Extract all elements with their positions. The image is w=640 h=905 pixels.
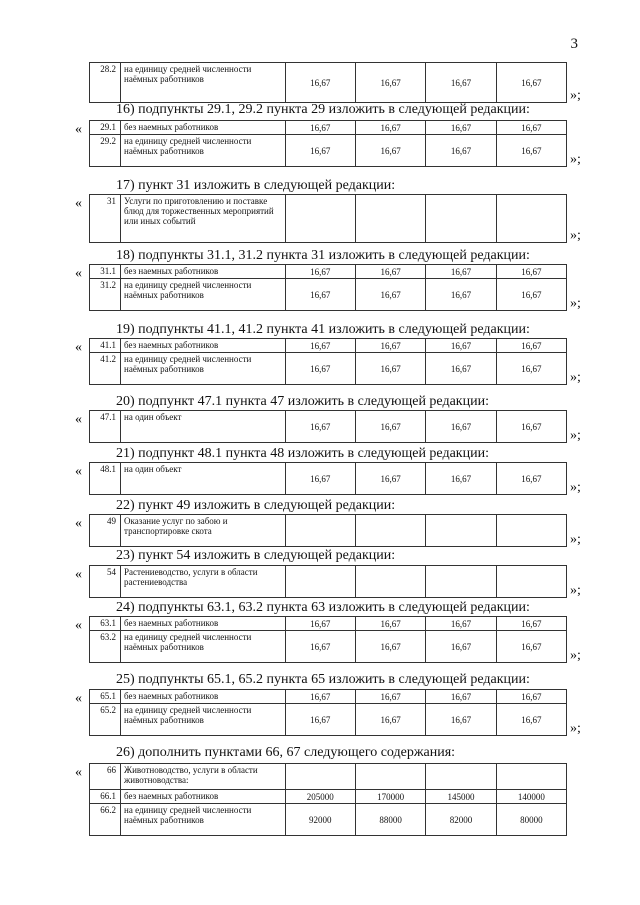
rate-value: 88000 (355, 804, 425, 836)
row-number: 28.2 (90, 63, 121, 103)
table-row (90, 195, 567, 243)
amendment-heading: 21) подпункт 48.1 пункта 48 изложить в следующей редакции: (116, 446, 489, 461)
row-number: 65.2 (90, 704, 121, 736)
close-quote: »; (570, 648, 581, 663)
row-number: 66.1 (90, 790, 121, 804)
rate-value: 16,67 (496, 704, 566, 736)
table-row (90, 566, 567, 598)
open-quote: « (75, 266, 82, 281)
amendment-heading: 24) подпункты 63.1, 63.2 пункта 63 изложить в следующей редакции: (116, 600, 530, 615)
rate-value: 16,67 (426, 631, 496, 663)
rate-value (355, 764, 425, 790)
rate-value: 82000 (426, 804, 496, 836)
row-number: 41.1 (90, 339, 121, 353)
rate-table (89, 689, 567, 736)
close-quote: »; (570, 370, 581, 385)
table-row (90, 339, 567, 353)
rate-value: 16,67 (355, 411, 425, 443)
amendment-heading: 18) подпункты 31.1, 31.2 пункта 31 изложить в следующей редакции: (116, 248, 530, 263)
rate-table (89, 120, 567, 167)
open-quote: « (75, 567, 82, 582)
rate-value: 16,67 (496, 353, 566, 385)
rate-value: 16,67 (496, 265, 566, 279)
rate-value: 16,67 (496, 631, 566, 663)
close-quote: »; (570, 583, 581, 598)
rate-value: 16,67 (285, 353, 355, 385)
row-number: 66 (90, 764, 121, 790)
close-quote: »; (570, 721, 581, 736)
open-quote: « (75, 196, 82, 211)
table-row (90, 463, 567, 495)
table-row (90, 411, 567, 443)
rate-value (426, 515, 496, 547)
rate-value: 16,67 (496, 63, 566, 103)
rate-value (496, 764, 566, 790)
table-row (90, 790, 567, 804)
rate-table (89, 616, 567, 663)
table-row (90, 764, 567, 790)
rate-table (89, 514, 567, 547)
rate-value (426, 566, 496, 598)
rate-value: 16,67 (285, 63, 355, 103)
rate-value (496, 195, 566, 243)
rate-value: 16,67 (355, 353, 425, 385)
open-quote: « (75, 691, 82, 706)
amendment-heading: 20) подпункт 47.1 пункта 47 изложить в следующей редакции: (116, 394, 489, 409)
close-quote: »; (570, 428, 581, 443)
row-number: 65.1 (90, 690, 121, 704)
table-row (90, 353, 567, 385)
open-quote: « (75, 122, 82, 137)
rate-value (355, 515, 425, 547)
row-description: на единицу средней численности наёмных работников (121, 279, 286, 311)
rate-value (426, 195, 496, 243)
rate-value: 16,67 (496, 339, 566, 353)
rate-value: 16,67 (285, 704, 355, 736)
rate-value: 16,67 (496, 463, 566, 495)
rate-value: 16,67 (355, 617, 425, 631)
rate-value: 16,67 (426, 690, 496, 704)
row-description: Растениеводство, услуги в области растениеводства (121, 566, 286, 598)
rate-value: 16,67 (426, 63, 496, 103)
rate-table (89, 565, 567, 598)
close-quote: »; (570, 88, 581, 103)
row-number: 31.1 (90, 265, 121, 279)
table-row (90, 515, 567, 547)
table-row (90, 279, 567, 311)
rate-value: 16,67 (285, 617, 355, 631)
row-number: 47.1 (90, 411, 121, 443)
row-description: без наемных работников (121, 339, 286, 353)
row-number: 63.2 (90, 631, 121, 663)
table-row (90, 631, 567, 663)
rate-value (285, 195, 355, 243)
row-description: без наемных работников (121, 265, 286, 279)
amendment-heading: 25) подпункты 65.1, 65.2 пункта 65 изложить в следующей редакции: (116, 672, 530, 687)
rate-value: 16,67 (285, 265, 355, 279)
rate-value: 140000 (496, 790, 566, 804)
rate-table (89, 763, 567, 836)
row-number: 54 (90, 566, 121, 598)
rate-value (426, 764, 496, 790)
rate-table (89, 462, 567, 495)
row-description: на единицу средней численности наёмных работников (121, 135, 286, 167)
row-number: 66.2 (90, 804, 121, 836)
row-number: 29.1 (90, 121, 121, 135)
rate-value: 16,67 (285, 135, 355, 167)
row-description: на единицу средней численности наёмных работников (121, 353, 286, 385)
rate-table (89, 62, 567, 103)
row-description: без наемных работников (121, 121, 286, 135)
row-description: на один объект (121, 411, 286, 443)
rate-value: 16,67 (496, 617, 566, 631)
rate-value: 16,67 (496, 121, 566, 135)
rate-value: 16,67 (285, 463, 355, 495)
open-quote: « (75, 340, 82, 355)
row-description: Животноводство, услуги в области животноводства: (121, 764, 286, 790)
table-row (90, 135, 567, 167)
row-number: 41.2 (90, 353, 121, 385)
table-row (90, 804, 567, 836)
page-number: 3 (570, 36, 578, 52)
row-number: 29.2 (90, 135, 121, 167)
rate-value: 145000 (426, 790, 496, 804)
row-description: без наемных работников (121, 790, 286, 804)
open-quote: « (75, 765, 82, 780)
rate-value: 16,67 (426, 411, 496, 443)
amendment-heading: 19) подпункты 41.1, 41.2 пункта 41 изложить в следующей редакции: (116, 322, 530, 337)
rate-value: 16,67 (426, 279, 496, 311)
open-quote: « (75, 618, 82, 633)
rate-value: 16,67 (426, 339, 496, 353)
row-description: на единицу средней численности наёмных работников (121, 631, 286, 663)
rate-value: 170000 (355, 790, 425, 804)
close-quote: »; (570, 228, 581, 243)
rate-value: 16,67 (355, 279, 425, 311)
rate-value: 16,67 (285, 411, 355, 443)
rate-value: 16,67 (426, 265, 496, 279)
amendment-heading: 22) пункт 49 изложить в следующей редакции: (116, 498, 396, 513)
rate-value: 16,67 (285, 690, 355, 704)
rate-value: 16,67 (355, 463, 425, 495)
close-quote: »; (570, 296, 581, 311)
rate-table (89, 338, 567, 385)
table-row (90, 690, 567, 704)
row-description: без наемных работников (121, 617, 286, 631)
row-number: 63.1 (90, 617, 121, 631)
amendment-heading: 17) пункт 31 изложить в следующей редакции: (116, 178, 396, 193)
rate-table (89, 194, 567, 243)
rate-value: 16,67 (355, 690, 425, 704)
rate-value: 16,67 (285, 339, 355, 353)
row-description: на один объект (121, 463, 286, 495)
rate-value (496, 566, 566, 598)
rate-value: 16,67 (355, 339, 425, 353)
row-description: Услуги по приготовлению и поставке блюд для торжественных мероприятий или иных событий (121, 195, 286, 243)
table-row (90, 704, 567, 736)
rate-value: 16,67 (355, 704, 425, 736)
row-number: 31.2 (90, 279, 121, 311)
table-row (90, 265, 567, 279)
rate-value (496, 515, 566, 547)
row-number: 49 (90, 515, 121, 547)
rate-value: 16,67 (355, 135, 425, 167)
amendment-heading: 23) пункт 54 изложить в следующей редакции: (116, 548, 396, 563)
row-description: Оказание услуг по забою и транспортировке скота (121, 515, 286, 547)
rate-value: 16,67 (426, 704, 496, 736)
row-description: на единицу средней численности наёмных работников (121, 704, 286, 736)
open-quote: « (75, 412, 82, 427)
row-description: на единицу средней численности наёмных работников (121, 63, 286, 103)
rate-value: 16,67 (355, 63, 425, 103)
close-quote: »; (570, 152, 581, 167)
rate-value (355, 566, 425, 598)
rate-value: 16,67 (496, 690, 566, 704)
rate-value: 16,67 (285, 279, 355, 311)
rate-value: 80000 (496, 804, 566, 836)
rate-value: 92000 (285, 804, 355, 836)
table-row (90, 121, 567, 135)
rate-value: 205000 (285, 790, 355, 804)
rate-value (285, 764, 355, 790)
rate-value: 16,67 (285, 121, 355, 135)
amendment-heading: 26) дополнить пунктами 66, 67 следующего содержания: (116, 745, 456, 760)
row-number: 48.1 (90, 463, 121, 495)
rate-value: 16,67 (426, 135, 496, 167)
table-row (90, 617, 567, 631)
rate-value: 16,67 (496, 279, 566, 311)
rate-value: 16,67 (426, 617, 496, 631)
open-quote: « (75, 464, 82, 479)
rate-value (285, 566, 355, 598)
rate-value (285, 515, 355, 547)
amendment-heading: 16) подпункты 29.1, 29.2 пункта 29 изложить в следующей редакции: (116, 102, 530, 117)
row-description: без наемных работников (121, 690, 286, 704)
close-quote: »; (570, 480, 581, 495)
rate-value: 16,67 (355, 121, 425, 135)
rate-value: 16,67 (496, 411, 566, 443)
rate-value: 16,67 (426, 121, 496, 135)
rate-value: 16,67 (285, 631, 355, 663)
rate-value: 16,67 (355, 631, 425, 663)
row-number: 31 (90, 195, 121, 243)
open-quote: « (75, 516, 82, 531)
rate-table (89, 264, 567, 311)
close-quote: »; (570, 532, 581, 547)
row-description: на единицу средней численности наёмных работников (121, 804, 286, 836)
table-row (90, 63, 567, 103)
rate-value (355, 195, 425, 243)
rate-value: 16,67 (426, 353, 496, 385)
rate-value: 16,67 (426, 463, 496, 495)
rate-value: 16,67 (496, 135, 566, 167)
rate-table (89, 410, 567, 443)
rate-value: 16,67 (355, 265, 425, 279)
